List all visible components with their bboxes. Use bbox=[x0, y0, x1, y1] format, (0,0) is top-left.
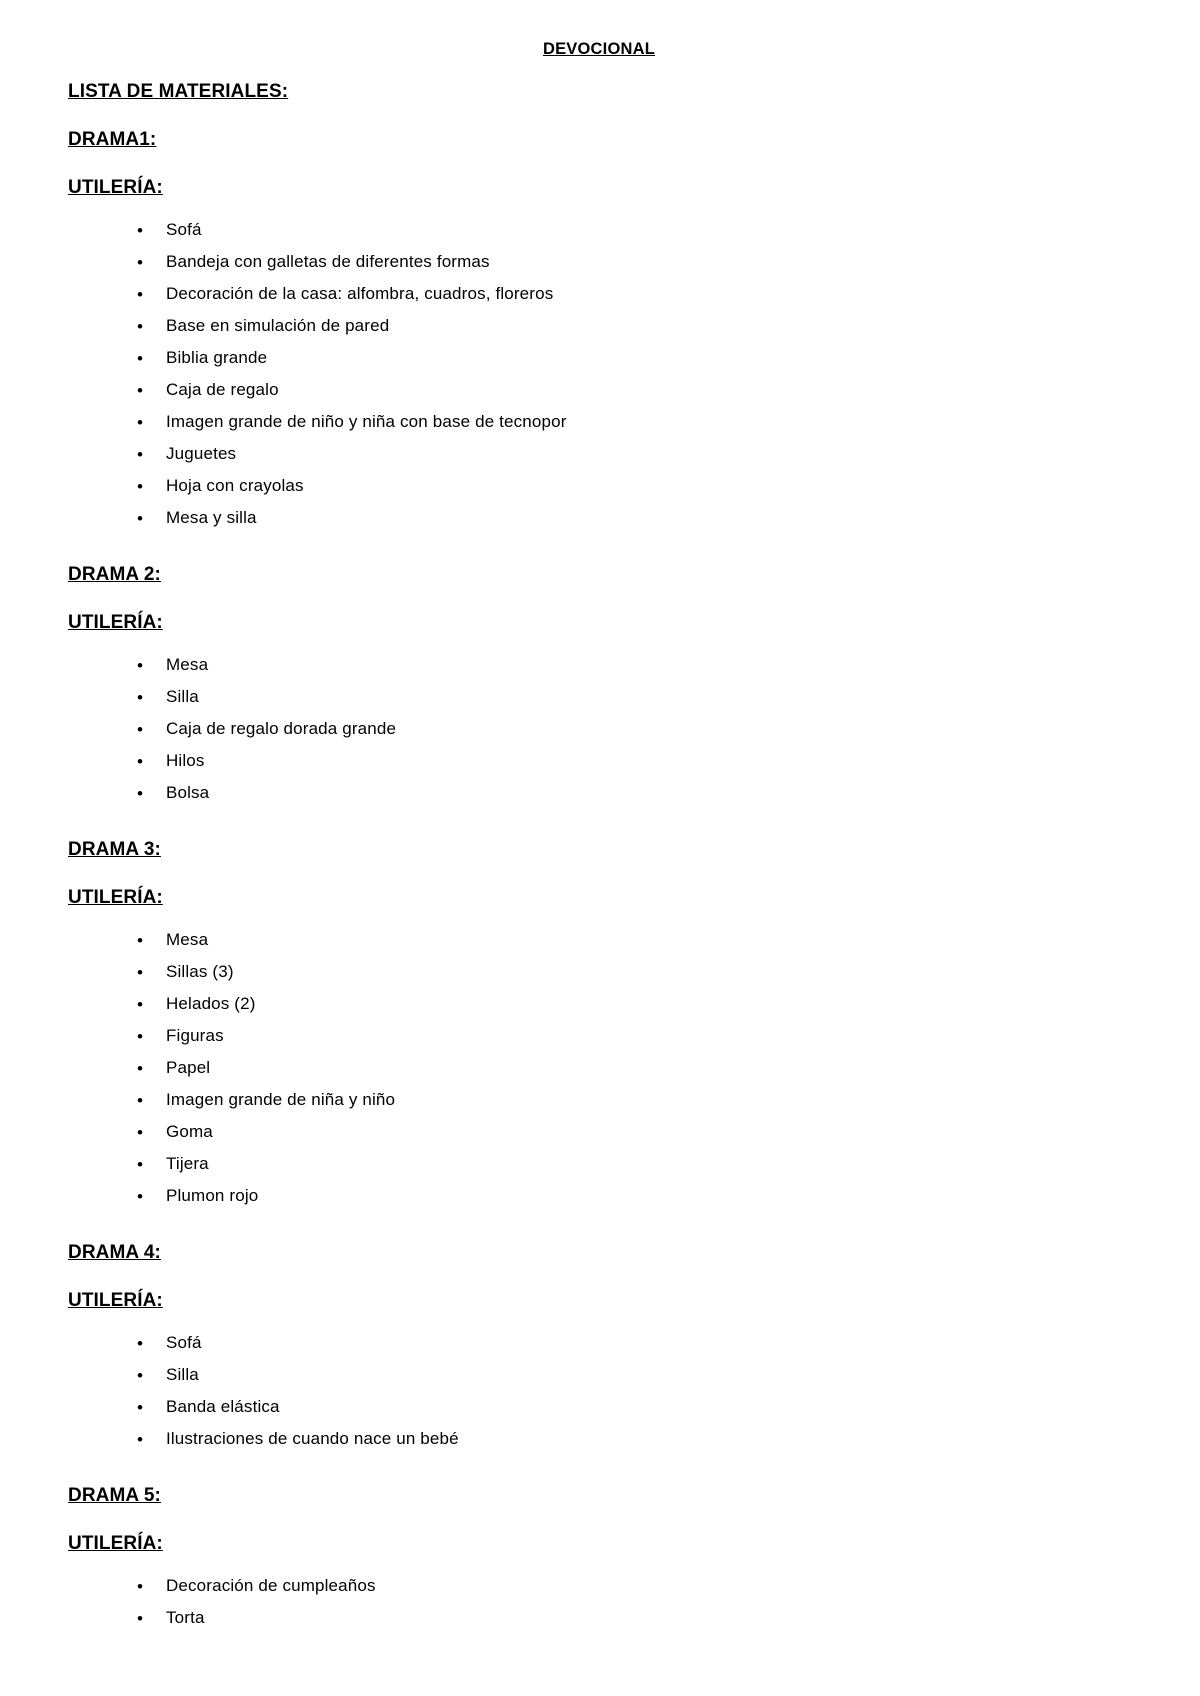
drama-section-2 bbox=[68, 564, 1130, 839]
list-item-label: Hoja con crayolas bbox=[166, 476, 304, 495]
list-item bbox=[137, 380, 1130, 400]
drama-label-2: DRAMA 2: bbox=[68, 564, 161, 585]
list-item bbox=[137, 719, 1130, 739]
bullet-icon: • bbox=[137, 221, 144, 240]
list-item-label: Imagen grande de niño y niña con base de tecnopor bbox=[166, 412, 567, 431]
list-item bbox=[137, 1154, 1130, 1174]
list-item bbox=[137, 783, 1130, 803]
list-item-label: Goma bbox=[166, 1122, 213, 1141]
props-list-3 bbox=[68, 931, 1130, 1204]
list-item bbox=[137, 1186, 1130, 1206]
drama-label-5: DRAMA 5: bbox=[68, 1485, 161, 1506]
bullet-icon: • bbox=[137, 1059, 144, 1078]
list-item-label: Sofá bbox=[166, 1333, 202, 1352]
bullet-icon: • bbox=[137, 477, 144, 496]
spacer bbox=[68, 827, 1130, 839]
list-item bbox=[137, 1608, 1130, 1628]
list-item-label: Base en simulación de pared bbox=[166, 316, 390, 335]
list-item bbox=[137, 412, 1130, 432]
list-item-label: Imagen grande de niña y niño bbox=[166, 1090, 396, 1109]
bullet-icon: • bbox=[137, 317, 144, 336]
bullet-icon: • bbox=[137, 1155, 144, 1174]
list-item-label: Caja de regalo dorada grande bbox=[166, 719, 397, 738]
props-label-2: UTILERÍA: bbox=[68, 612, 163, 633]
list-item-label: Mesa y silla bbox=[166, 508, 257, 527]
list-item bbox=[137, 220, 1130, 240]
bullet-icon: • bbox=[137, 656, 144, 675]
list-item-label: Plumon rojo bbox=[166, 1186, 259, 1205]
list-item-label: Papel bbox=[166, 1058, 211, 1077]
props-list-5 bbox=[68, 1577, 1130, 1626]
list-item-label: Caja de regalo bbox=[166, 380, 279, 399]
list-item-label: Banda elástica bbox=[166, 1397, 280, 1416]
list-item-label: Tijera bbox=[166, 1154, 209, 1173]
bullet-icon: • bbox=[137, 509, 144, 528]
list-item bbox=[137, 1026, 1130, 1046]
list-item bbox=[137, 316, 1130, 336]
bullet-icon: • bbox=[137, 381, 144, 400]
list-item bbox=[137, 1090, 1130, 1110]
list-item-label: Sofá bbox=[166, 220, 202, 239]
list-item bbox=[137, 252, 1130, 272]
bullet-icon: • bbox=[137, 1123, 144, 1142]
bullet-icon: • bbox=[137, 349, 144, 368]
spacer bbox=[68, 552, 1130, 564]
drama-label-4: DRAMA 4: bbox=[68, 1242, 161, 1263]
list-item-label: Decoración de cumpleaños bbox=[166, 1576, 376, 1595]
bullet-icon: • bbox=[137, 752, 144, 771]
list-item bbox=[137, 1365, 1130, 1385]
bullet-icon: • bbox=[137, 688, 144, 707]
drama-label-1: DRAMA1: bbox=[68, 129, 157, 150]
list-item-label: Silla bbox=[166, 687, 199, 706]
bullet-icon: • bbox=[137, 784, 144, 803]
list-item-label: Biblia grande bbox=[166, 348, 268, 367]
list-item bbox=[137, 476, 1130, 496]
list-item bbox=[137, 687, 1130, 707]
list-item bbox=[137, 994, 1130, 1014]
list-item bbox=[137, 930, 1130, 950]
bullet-icon: • bbox=[137, 413, 144, 432]
bullet-icon: • bbox=[137, 253, 144, 272]
list-item bbox=[137, 1333, 1130, 1353]
drama-section-5 bbox=[68, 1485, 1130, 1626]
list-item-label: Torta bbox=[166, 1608, 205, 1627]
list-item bbox=[137, 508, 1130, 528]
list-item-label: Helados (2) bbox=[166, 994, 256, 1013]
props-list-1 bbox=[68, 221, 1130, 526]
drama-section-4 bbox=[68, 1242, 1130, 1485]
bullet-icon: • bbox=[137, 445, 144, 464]
list-item-label: Figuras bbox=[166, 1026, 224, 1045]
bullet-icon: • bbox=[137, 720, 144, 739]
drama-section-1 bbox=[68, 129, 1130, 564]
bullet-icon: • bbox=[137, 1398, 144, 1417]
props-label-4: UTILERÍA: bbox=[68, 1290, 163, 1311]
list-item bbox=[137, 751, 1130, 771]
spacer bbox=[68, 1473, 1130, 1485]
bullet-icon: • bbox=[137, 1366, 144, 1385]
bullet-icon: • bbox=[137, 963, 144, 982]
bullet-icon: • bbox=[137, 995, 144, 1014]
list-item-label: Mesa bbox=[166, 930, 209, 949]
props-label-5: UTILERÍA: bbox=[68, 1533, 163, 1554]
list-item-label: Mesa bbox=[166, 655, 209, 674]
list-item-label: Bandeja con galletas de diferentes formas bbox=[166, 252, 490, 271]
bullet-icon: • bbox=[137, 1334, 144, 1353]
bullet-icon: • bbox=[137, 1609, 144, 1628]
bullet-icon: • bbox=[137, 931, 144, 950]
bullet-icon: • bbox=[137, 1187, 144, 1206]
list-item bbox=[137, 1576, 1130, 1596]
materials-list-heading: LISTA DE MATERIALES: bbox=[68, 81, 289, 102]
props-label-3: UTILERÍA: bbox=[68, 887, 163, 908]
bullet-icon: • bbox=[137, 1091, 144, 1110]
list-item bbox=[137, 444, 1130, 464]
list-item-label: Bolsa bbox=[166, 783, 210, 802]
list-item bbox=[137, 962, 1130, 982]
list-item-label: Silla bbox=[166, 1365, 199, 1384]
list-item-label: Hilos bbox=[166, 751, 205, 770]
drama-section-3 bbox=[68, 839, 1130, 1242]
list-item bbox=[137, 348, 1130, 368]
list-item bbox=[137, 1429, 1130, 1449]
drama-label-3: DRAMA 3: bbox=[68, 839, 161, 860]
spacer bbox=[68, 1230, 1130, 1242]
list-item bbox=[137, 1122, 1130, 1142]
bullet-icon: • bbox=[137, 1577, 144, 1596]
list-item bbox=[137, 655, 1130, 675]
list-item-label: Juguetes bbox=[166, 444, 237, 463]
list-item bbox=[137, 1058, 1130, 1078]
list-item-label: Ilustraciones de cuando nace un bebé bbox=[166, 1429, 459, 1448]
props-list-2 bbox=[68, 656, 1130, 801]
page-title: DEVOCIONAL bbox=[542, 40, 655, 58]
list-item-label: Decoración de la casa: alfombra, cuadros, floreros bbox=[166, 284, 554, 303]
bullet-icon: • bbox=[137, 1430, 144, 1449]
list-item bbox=[137, 284, 1130, 304]
list-item-label: Sillas (3) bbox=[166, 962, 234, 981]
bullet-icon: • bbox=[137, 1027, 144, 1046]
props-label-1: UTILERÍA: bbox=[68, 177, 163, 198]
bullet-icon: • bbox=[137, 285, 144, 304]
list-item bbox=[137, 1397, 1130, 1417]
props-list-4 bbox=[68, 1334, 1130, 1447]
